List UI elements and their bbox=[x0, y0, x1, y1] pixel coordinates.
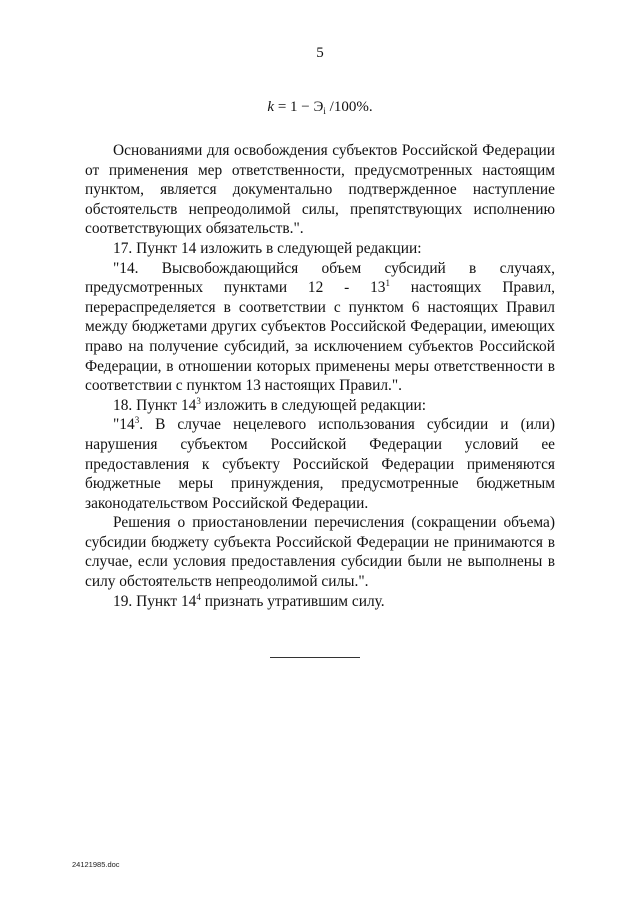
formula-lhs: k bbox=[267, 99, 275, 115]
formula-rhs-post: /100%. bbox=[325, 99, 373, 115]
superscript: 4 bbox=[196, 591, 201, 602]
formula-subscript: i bbox=[323, 106, 326, 116]
paragraph-suspension-decisions: Решения о приостановлении перечисления (сокращении объема) субсидии бюджету субъекта Российской Федерации не принимаются в случае, если условия предоставления субсидии были не выполнены в силу обстоятельств непреодолимой силы.". bbox=[85, 514, 555, 591]
end-divider bbox=[270, 657, 360, 658]
superscript: 1 bbox=[385, 278, 390, 289]
paragraph-new-item-14-post: настоящих Правил, перераспределяется в соответствии с пунктом 6 настоящих Правил между бюджетами других субъектов Российской Федерации, имеющих право на получение субсидий, за исключением субъектов Российской Федерации, в отношении которых применены меры ответственности в соответствии с пунктом 13 настоящих Правил.". bbox=[85, 279, 555, 395]
paragraph-item-17: 17. Пункт 14 изложить в следующей редакции: bbox=[113, 239, 422, 257]
paragraph-new-item-14-3 bbox=[85, 415, 555, 513]
paragraph-new-item-14-pre: "14. Высвобождающийся объем субсидий в случаях, предусмотренных пунктами 12 - 13 bbox=[85, 259, 555, 297]
paragraph-new-item-14-3-pre: "14 bbox=[113, 416, 135, 434]
superscript: 3 bbox=[134, 415, 140, 426]
page-number: 5 bbox=[316, 45, 324, 61]
file-name-footer: 24121985.doc bbox=[72, 860, 120, 869]
paragraph-item-18-pre: 18. Пункт 14 bbox=[113, 396, 197, 414]
paragraph-item-19-pre: 19. Пункт 14 bbox=[113, 592, 197, 610]
paragraph-force-majeure: Основаниями для освобождения субъектов Российской Федерации от применения мер ответственности, предусмотренных настоящим пунктом, является документально подтвержденное наступление обстоятельств непреодолимой силы, препятствующих исполнению соответствующих обязательств.". bbox=[85, 142, 555, 238]
paragraph-item-19 bbox=[85, 592, 555, 612]
document-body bbox=[85, 141, 555, 611]
superscript: 3 bbox=[196, 395, 201, 406]
paragraph-new-item-14 bbox=[85, 259, 555, 396]
formula bbox=[0, 98, 640, 116]
paragraph-item-19-post: признать утратившим силу. bbox=[200, 592, 385, 610]
formula-rhs-pre: = 1 − Э bbox=[274, 99, 324, 115]
paragraph-new-item-14-3-post: . В случае нецелевого использования субсидии и (или) нарушения субъектом Российской Федерации условий ее предоставления к субъекту Российской Федерации применяются бюджетные меры принуждения, предусмотренные бюджетным законодательством Российской Федерации. bbox=[85, 416, 555, 512]
paragraph-item-18 bbox=[85, 396, 555, 416]
paragraph-item-18-post: изложить в следующей редакции: bbox=[200, 396, 426, 414]
